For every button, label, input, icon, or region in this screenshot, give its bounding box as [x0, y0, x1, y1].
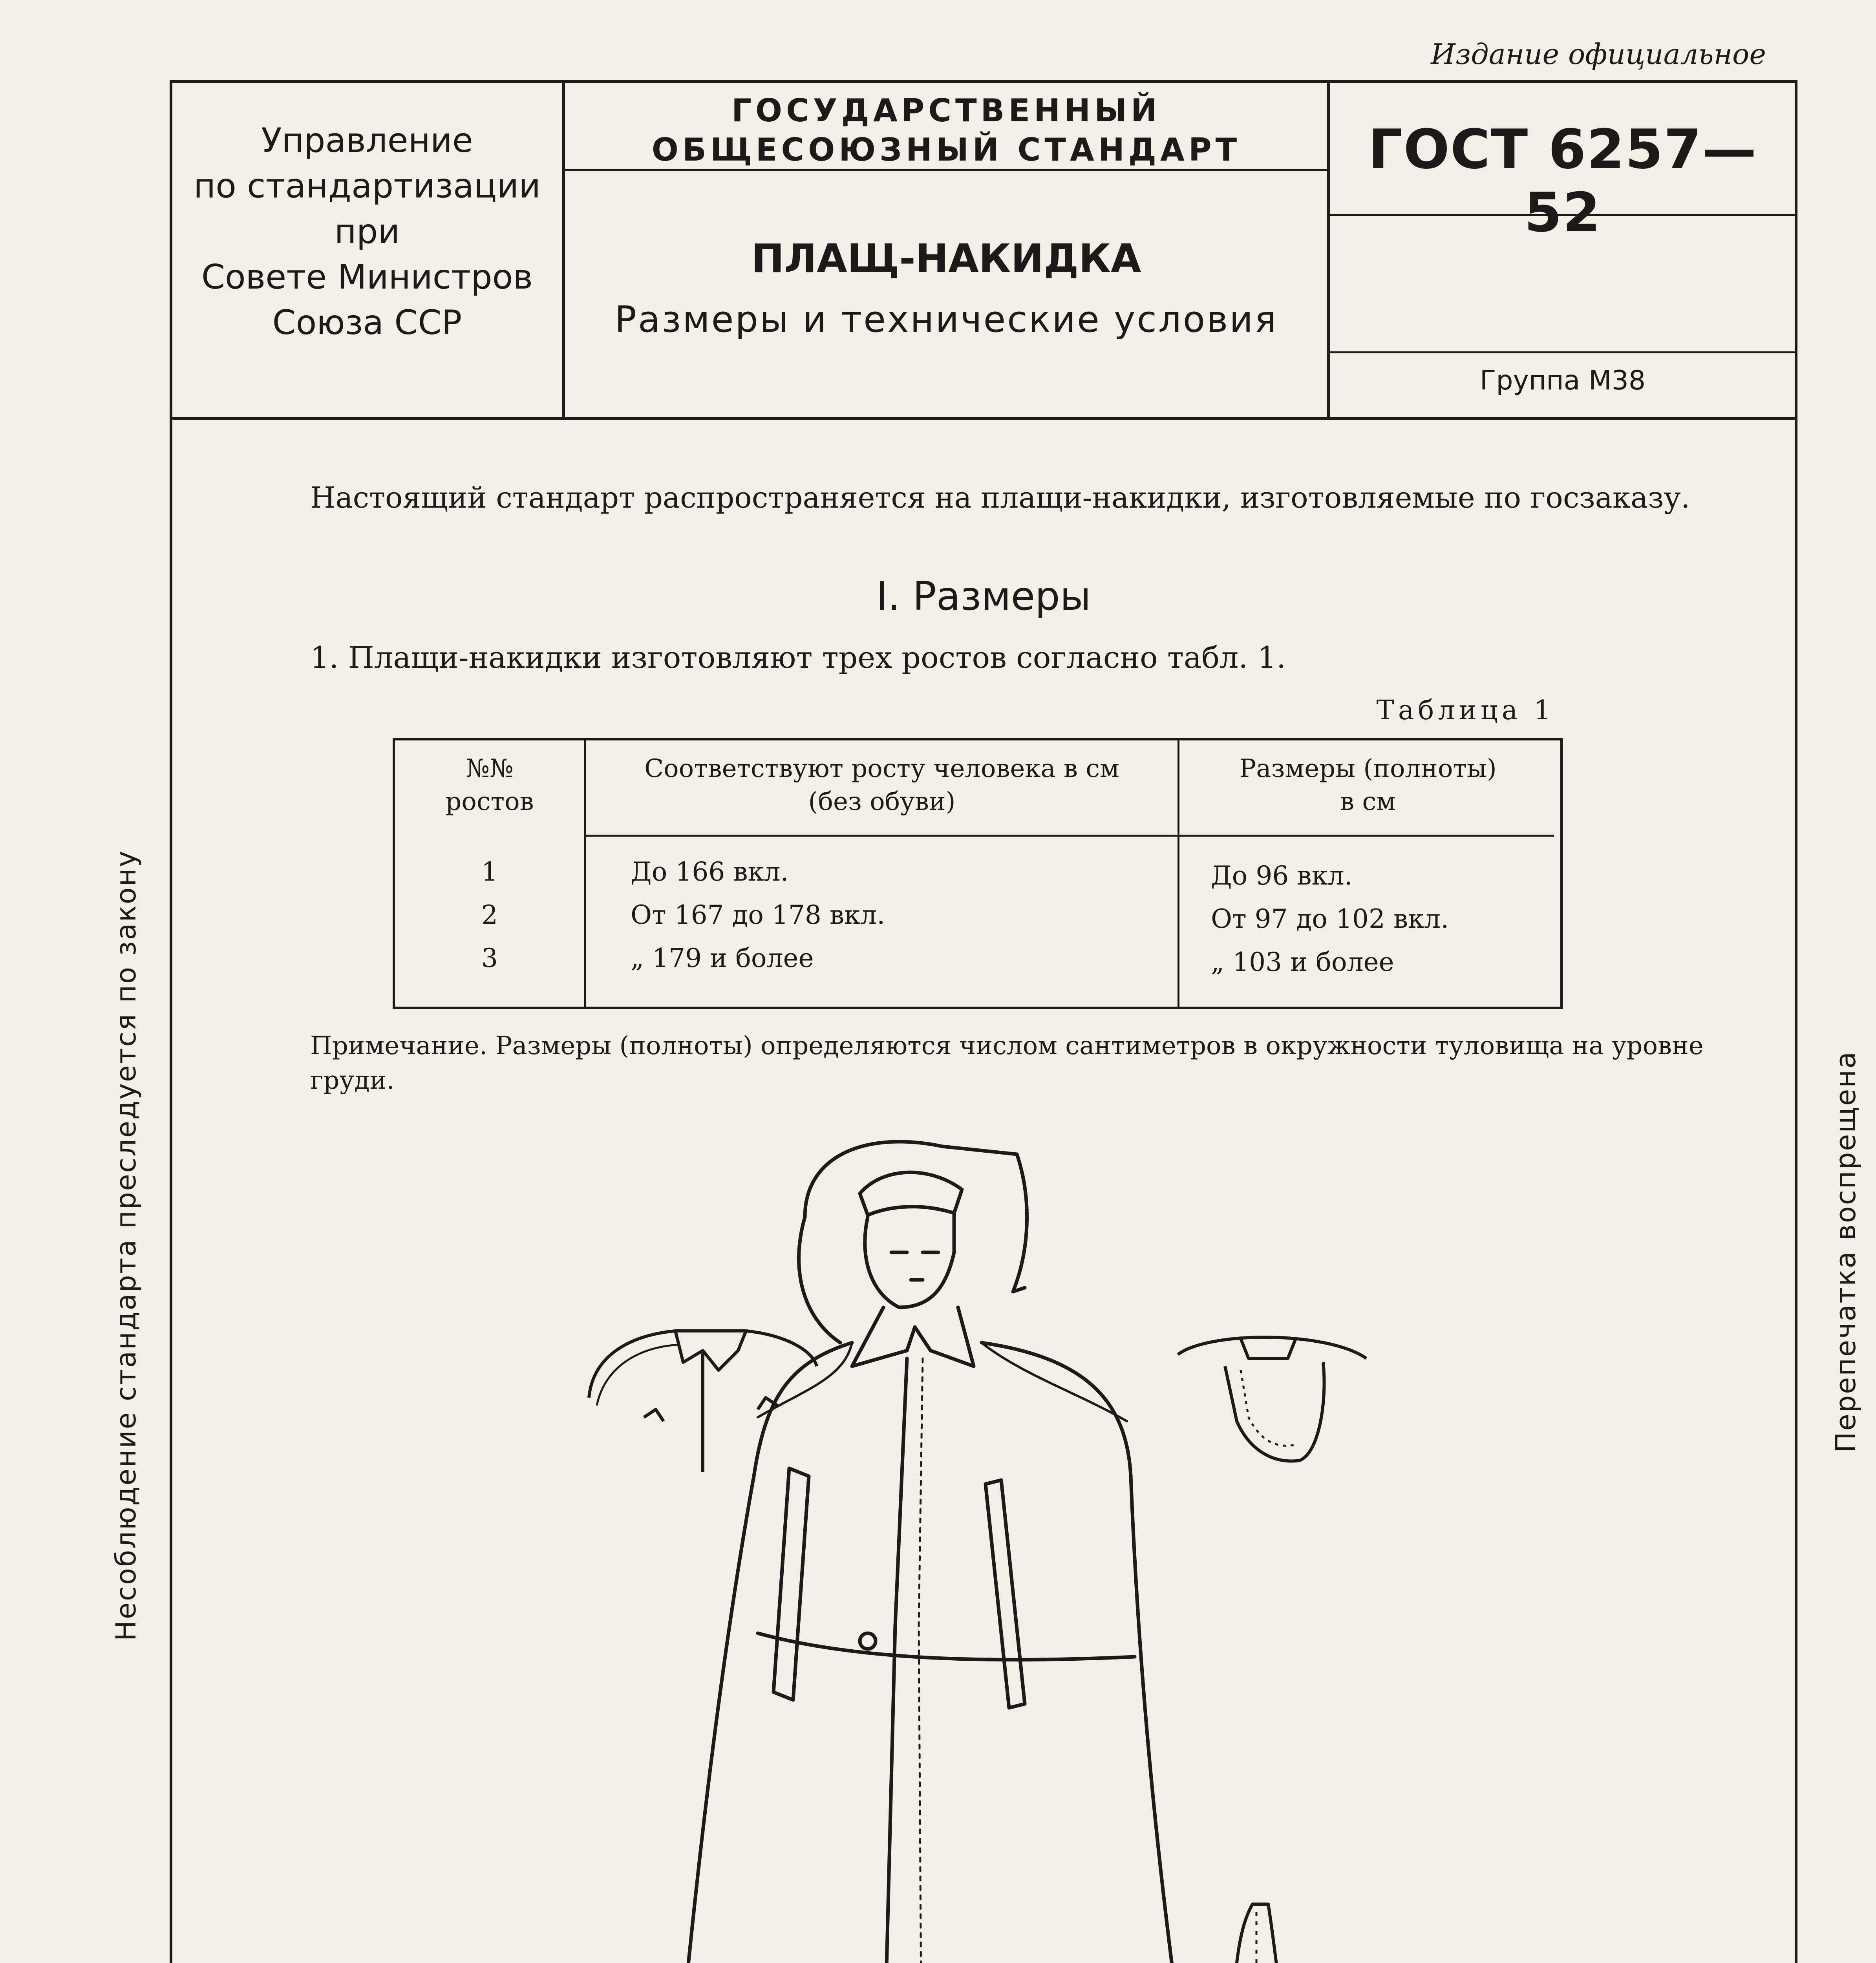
table-note: Примечание. Размеры (полноты) определяются числом сантиметров в окружности туловища на уровне груди. — [310, 1031, 1704, 1095]
table-cell: 3 — [481, 943, 498, 973]
org-line: по стандартизации — [194, 166, 541, 206]
issuing-organization — [173, 118, 561, 345]
document-title: ПЛАЩ-НАКИДКА — [751, 236, 1141, 281]
header-text: Соответствуют росту человека в см — [644, 754, 1119, 783]
table-caption: Таблица 1 — [1376, 695, 1555, 726]
gost-number: ГОСТ 6257—52 — [1368, 118, 1757, 244]
table-cell: 1 — [481, 857, 498, 887]
standard-kind-line: ГОСУДАРСТВЕННЫЙ — [731, 92, 1161, 129]
header-divider-2 — [1327, 80, 1330, 418]
table-cell: От 97 до 102 вкл. — [1211, 904, 1449, 934]
org-line: Управление — [261, 121, 473, 160]
section-title: I. Размеры — [876, 573, 1091, 619]
header-divider-1 — [562, 80, 565, 418]
header-text: в см — [1340, 787, 1396, 816]
group-code: Группа М38 — [1479, 365, 1646, 396]
collar-detail-illustration — [581, 1307, 825, 1476]
paragraph-1: 1. Плащи-накидки изготовляют трех ростов согласно табл. 1. — [310, 640, 1286, 675]
standard-kind — [565, 91, 1327, 170]
cape-figure-illustration — [569, 1123, 1402, 1963]
table-cell: До 166 вкл. — [631, 857, 789, 887]
table-header-rule — [584, 835, 1554, 837]
edition-note: Издание официальное — [1431, 38, 1766, 71]
table-header-cell — [1179, 752, 1556, 818]
table-cell: От 167 до 178 вкл. — [631, 900, 885, 930]
intro-paragraph: Настоящий стандарт распространяется на плащи-накидки, изготовляемые по госзаказу. — [310, 481, 1690, 515]
side-note-left: Несоблюдение стандарта преследуется по закону — [110, 850, 142, 1641]
header-text: Размеры (полноты) — [1239, 754, 1497, 783]
gost-rule-2 — [1327, 351, 1797, 353]
header-text: (без обуви) — [808, 787, 956, 816]
org-line: Союза ССР — [272, 303, 462, 342]
table-cell: „ 179 и более — [631, 943, 814, 973]
table-cell: „ 103 и более — [1211, 947, 1394, 977]
sizes-table — [393, 738, 1563, 1009]
table-header-cell — [395, 752, 584, 818]
table-cell: До 96 вкл. — [1211, 861, 1353, 891]
rolled-cape-illustration — [1139, 1896, 1394, 1963]
org-line: Совете Министров — [201, 258, 533, 297]
standard-kind-line: ОБЩЕСОЮЗНЫЙ СТАНДАРТ — [651, 132, 1241, 168]
side-note-right: Перепечатка воспрещена — [1830, 1051, 1862, 1453]
header-text: №№ — [466, 754, 514, 783]
header-text: ростов — [445, 787, 534, 816]
table-header-cell — [586, 752, 1178, 818]
hood-detail-illustration — [1170, 1323, 1374, 1472]
document-subtitle: Размеры и технические условия — [614, 298, 1278, 340]
header-bottom-rule — [170, 417, 1797, 420]
org-line: при — [334, 212, 400, 251]
table-column-number — [395, 850, 584, 980]
table-cell: 2 — [481, 900, 498, 930]
table-column-height — [631, 850, 1172, 980]
table-column-fullness — [1211, 854, 1556, 984]
